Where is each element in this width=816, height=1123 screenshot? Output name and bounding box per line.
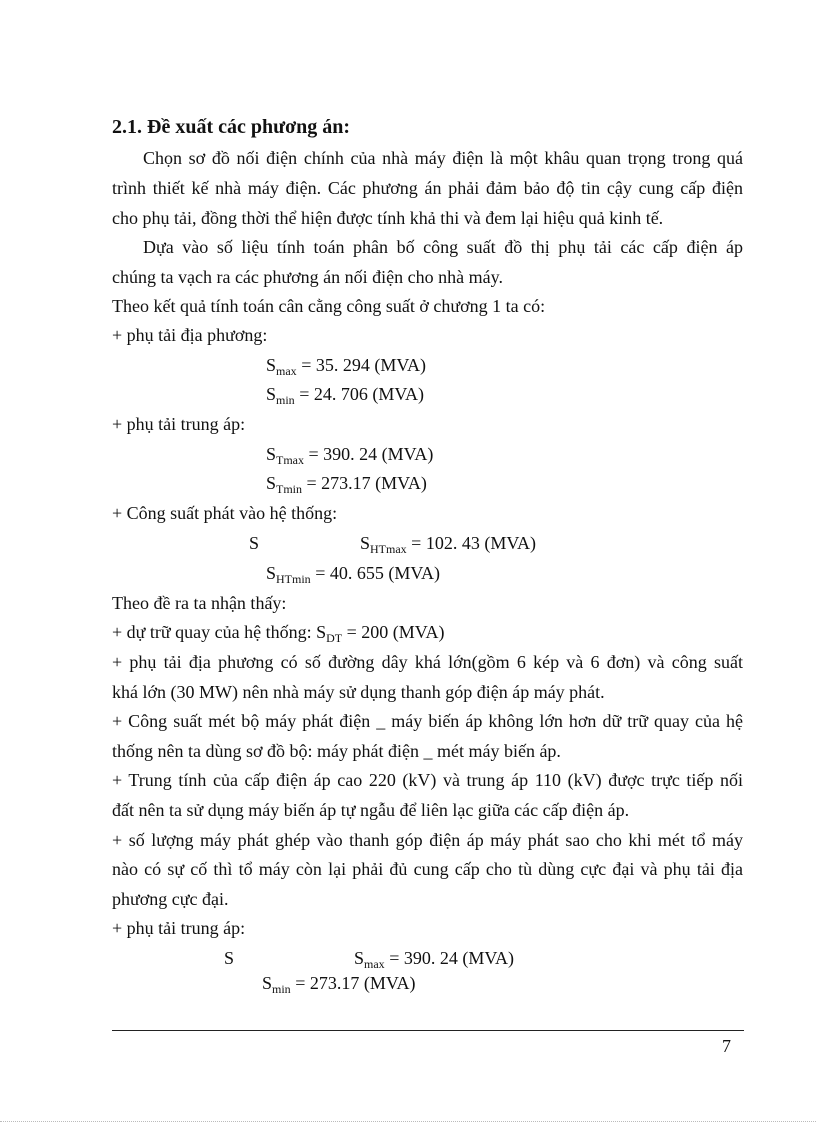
formula-line: $S_{max} = 35$. 294 (MVA): [266, 355, 427, 378]
formula-line: $S_{HTmax} = 102$. 43 (MVA): [360, 533, 536, 556]
bullet-line: + Trung tính của cấp điện áp cao 220 (kV) và trung áp 110 (kV) được trực tiếp nối: [112, 770, 743, 790]
bullet-line: khá lớn (30 MW) nên nhà máy sử dụng thanh góp điện áp máy phát.: [112, 682, 605, 702]
stray-s: S: [249, 533, 260, 553]
mid-load-label: + phụ tải trung áp:: [112, 414, 246, 434]
formula-line: $S_{Tmax} = 390$. 24 (MVA): [266, 444, 434, 467]
page-bottom-dotted-border: [0, 1121, 816, 1122]
bullet-line: nào có sự cố thì tổ máy còn lại phải đủ cung cấp cho tù dùng cực đại và phụ tải địa: [112, 859, 743, 879]
bullet-line: + số lượng máy phát ghép vào thanh góp điện áp máy phát sao cho khi mét tổ máy: [112, 830, 743, 850]
local-load-label: + phụ tải địa phương:: [112, 325, 268, 345]
formula-line: $S_{Tmin} = 273.17$ (MVA): [266, 473, 427, 496]
formula-line: $S_{HTmin} = 40$. 655 (MVA): [266, 563, 441, 586]
page-number: 7: [722, 1036, 731, 1056]
page-heading: 2.1. Đề xuất các phương án:: [112, 116, 351, 138]
bullet-line: đất nên ta sử dụng máy biến áp tự ngẫu để liên lạc giữa các cấp điện áp.: [112, 800, 630, 820]
paragraph-line: Chọn sơ đồ nối điện chính của nhà máy điện là một khâu quan trọng trong quá: [143, 148, 743, 168]
paragraph-line: chúng ta vạch ra các phương án nối điện cho nhà máy.: [112, 267, 503, 287]
bullet-line: phương cực đại.: [112, 889, 229, 909]
bullet-line: + Công suất mét bộ máy phát điện _ máy biến áp không lớn hơn dữ trữ quay của hệ: [112, 711, 743, 731]
system-label: + Công suất phát vào hệ thống:: [112, 503, 338, 523]
formula-line: $S_{min} = 24$. 706 (MVA): [266, 384, 425, 407]
footer-rule: [112, 1030, 744, 1031]
mid-load-label: + phụ tải trung áp:: [112, 918, 246, 938]
paragraph-line: Theo kết quả tính toán cân cằng công suất ở chương 1 ta có:: [112, 296, 546, 316]
reserve-line: + dự trữ quay của hệ thống: $S_{DT} = 200$ (MVA): [112, 622, 445, 645]
stray-s: S: [224, 948, 235, 968]
paragraph-line: Dựa vào số liệu tính toán phân bố công suất đồ thị phụ tải các cấp điện áp: [143, 237, 743, 257]
bullet-line: + phụ tải địa phương có số đường dây khá lớn(gồm 6 kép và 6 đơn) và công suất: [112, 652, 743, 672]
formula-line: $S_{max} = 390$. 24 (MVA): [354, 948, 515, 971]
paragraph-line: cho phụ tải, đồng thời thể hiện được tính khả thi và đem lại hiệu quả kinh tế.: [112, 208, 664, 228]
bullet-line: thống nên ta dùng sơ đồ bộ: máy phát điện _ mét máy biến áp.: [112, 741, 561, 761]
paragraph-line: Theo đề ra ta nhận thấy:: [112, 593, 287, 613]
paragraph-line: trình thiết kế nhà máy điện. Các phương án phải đảm bảo độ tin cậy cung cấp điện: [112, 178, 743, 198]
formula-line: $S_{min} = 273.17$ (MVA): [262, 973, 416, 996]
